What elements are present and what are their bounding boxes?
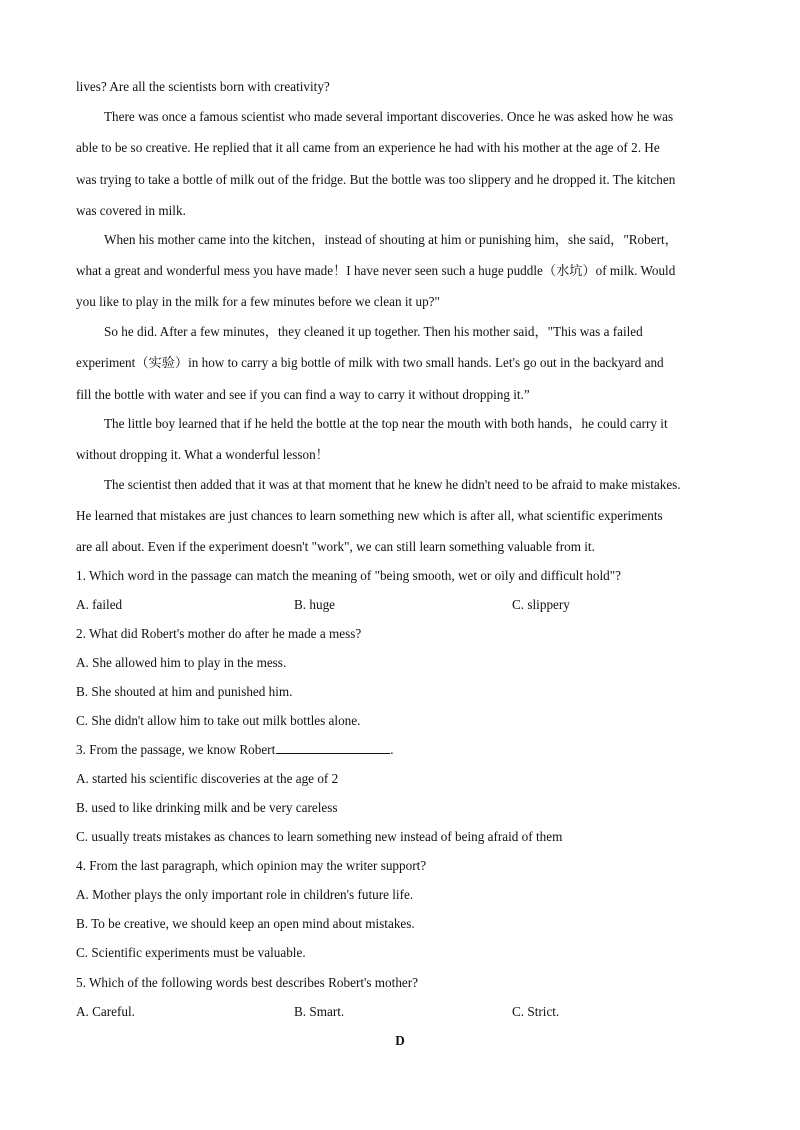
passage-line: you like to play in the milk for a few minutes before we clean it up?" bbox=[76, 294, 440, 309]
question-2-option-c: C. She didn't allow him to take out milk bottles alone. bbox=[76, 713, 361, 728]
question-4-option-c: C. Scientific experiments must be valuable. bbox=[76, 945, 306, 960]
passage-line: what a great and wonderful mess you have made！I have never seen such a huge puddle（水坑）of milk. Would bbox=[76, 263, 676, 278]
question-4-option-a: A. Mother plays the only important role in children's future life. bbox=[76, 887, 414, 902]
passage-line: So he did. After a few minutes，they cleaned it up together. Then his mother said，"This was a failed bbox=[104, 324, 643, 339]
question-3-option-a: A. started his scientific discoveries at the age of 2 bbox=[76, 771, 339, 786]
question-2-option-b: B. She shouted at him and punished him. bbox=[76, 684, 293, 699]
question-3-option-b: B. used to like drinking milk and be very careless bbox=[76, 800, 338, 815]
question-5-option-c: C. Strict. bbox=[512, 1004, 560, 1019]
passage-line: are all about. Even if the experiment doesn't "work", we can still learn something valuable from it. bbox=[76, 539, 595, 554]
question-2-stem: 2. What did Robert's mother do after he made a mess? bbox=[76, 626, 362, 641]
passage-line: was covered in milk. bbox=[76, 203, 186, 218]
section-heading: D bbox=[395, 1033, 405, 1048]
question-1-option-c: C. slippery bbox=[512, 597, 570, 612]
passage-line: The little boy learned that if he held the bottle at the top near the mouth with both hands，he could carry it bbox=[104, 416, 668, 431]
question-4-option-b: B. To be creative, we should keep an open mind about mistakes. bbox=[76, 916, 415, 931]
question-5-option-b: B. Smart. bbox=[294, 1004, 345, 1019]
answer-blank bbox=[276, 741, 390, 754]
question-3-stem-end: . bbox=[390, 742, 394, 757]
question-3-stem: 3. From the passage, we know Robert bbox=[76, 742, 276, 757]
question-5-stem: 5. Which of the following words best describes Robert's mother? bbox=[76, 975, 419, 990]
question-2-option-a: A. She allowed him to play in the mess. bbox=[76, 655, 287, 670]
passage-line: was trying to take a bottle of milk out of the fridge. But the bottle was too slippery and he dropped it. The kitchen bbox=[76, 172, 676, 187]
passage-line: He learned that mistakes are just chances to learn something new which is after all, what scientific experiments bbox=[76, 508, 663, 523]
question-1-option-b: B. huge bbox=[294, 597, 336, 612]
passage-line: The scientist then added that it was at that moment that he knew he didn't need to be afraid to make mistakes. bbox=[104, 477, 681, 492]
passage-line: There was once a famous scientist who made several important discoveries. Once he was asked how he was bbox=[104, 109, 674, 124]
passage-line: lives? Are all the scientists born with creativity? bbox=[76, 79, 330, 94]
question-5-option-a: A. Careful. bbox=[76, 1004, 135, 1019]
question-3-stem-line bbox=[76, 741, 394, 759]
passage-line: able to be so creative. He replied that it all came from an experience he had with his mother at the age of 2. He bbox=[76, 140, 660, 155]
question-1-option-a: A. failed bbox=[76, 597, 123, 612]
question-3-option-c: C. usually treats mistakes as chances to learn something new instead of being afraid of them bbox=[76, 829, 563, 844]
passage-line: fill the bottle with water and see if you can find a way to carry it without dropping it.” bbox=[76, 387, 530, 402]
passage-line: When his mother came into the kitchen，instead of shouting at him or punishing him，she said，"Robert， bbox=[104, 232, 678, 247]
question-4-stem: 4. From the last paragraph, which opinion may the writer support? bbox=[76, 858, 427, 873]
passage-line: without dropping it. What a wonderful lesson！ bbox=[76, 447, 329, 462]
passage-line: experiment（实验）in how to carry a big bottle of milk with two small hands. Let's go out in the backyard and bbox=[76, 355, 664, 370]
question-1-stem: 1. Which word in the passage can match the meaning of "being smooth, wet or oily and difficult hold"? bbox=[76, 568, 621, 583]
